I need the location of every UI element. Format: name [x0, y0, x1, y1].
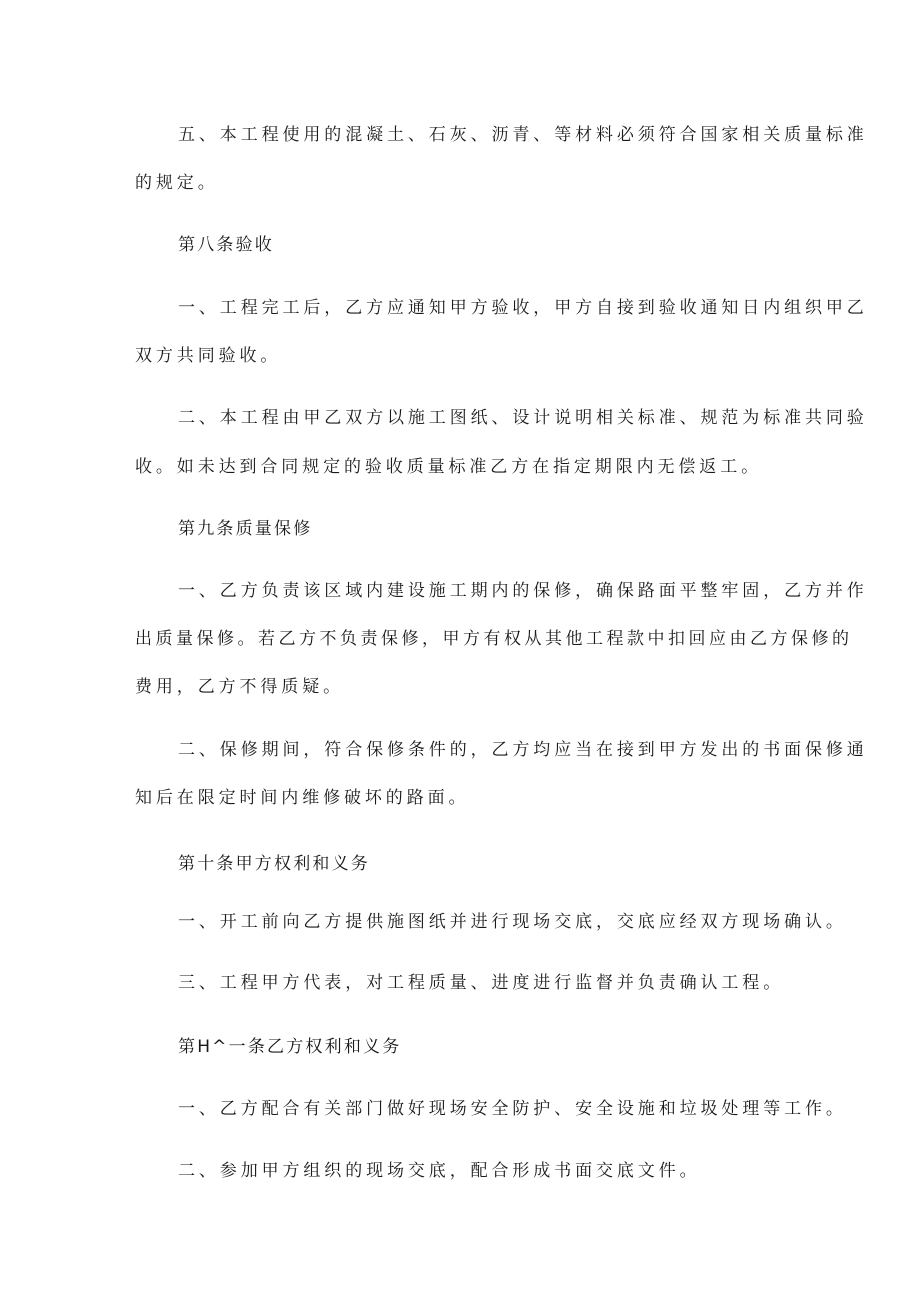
article-9-item-2-line-2: 知后在限定时间内维修破坏的路面。: [135, 788, 470, 808]
article-9-heading: 第九条质量保修: [178, 519, 313, 539]
clause-5-line-2: 的规定。: [135, 173, 219, 193]
article-8-item-2-line-2: 收。如未达到合同规定的验收质量标准乙方在指定期限内无偿返工。: [135, 457, 762, 477]
article-8-item-1-line-2: 双方共同验收。: [135, 346, 282, 366]
article-10-heading: 第十条甲方权利和义务: [178, 854, 370, 874]
article-11-heading: 第H^一条乙方权利和义务: [178, 1037, 402, 1057]
clause-5-line-1: 五、本工程使用的混凝土、石灰、沥青、等材料必须符合国家相关质量标准: [178, 125, 868, 145]
article-9-item-1-line-2: 出质量保修。若乙方不负责保修，甲方有权从其他工程款中扣回应由乙方保修的: [135, 629, 853, 649]
article-9-item-2-line-1: 二、保修期间，符合保修条件的，乙方均应当在接到甲方发出的书面保修通: [178, 740, 868, 760]
article-8-item-2-line-1: 二、本工程由甲乙双方以施工图纸、设计说明相关标准、规范为标准共同验: [178, 408, 868, 428]
article-11-item-1: 一、乙方配合有关部门做好现场安全防护、安全设施和垃圾处理等工作。: [178, 1099, 847, 1119]
article-8-heading: 第八条验收: [178, 235, 274, 255]
article-10-item-1: 一、开工前向乙方提供施图纸并进行现场交底，交底应经双方现场确认。: [178, 912, 847, 932]
article-9-item-1-line-3: 费用，乙方不得质疑。: [135, 677, 344, 697]
article-11-item-2: 二、参加甲方组织的现场交底，配合形成书面交底文件。: [178, 1161, 701, 1181]
article-8-item-1-line-1: 一、工程完工后，乙方应通知甲方验收，甲方自接到验收通知日内组织甲乙: [178, 298, 868, 318]
article-10-item-3: 三、工程甲方代表，对工程质量、进度进行监督并负责确认工程。: [178, 973, 785, 993]
article-9-item-1-line-1: 一、乙方负责该区域内建设施工期内的保修，确保路面平整牢固，乙方并作: [178, 581, 868, 601]
